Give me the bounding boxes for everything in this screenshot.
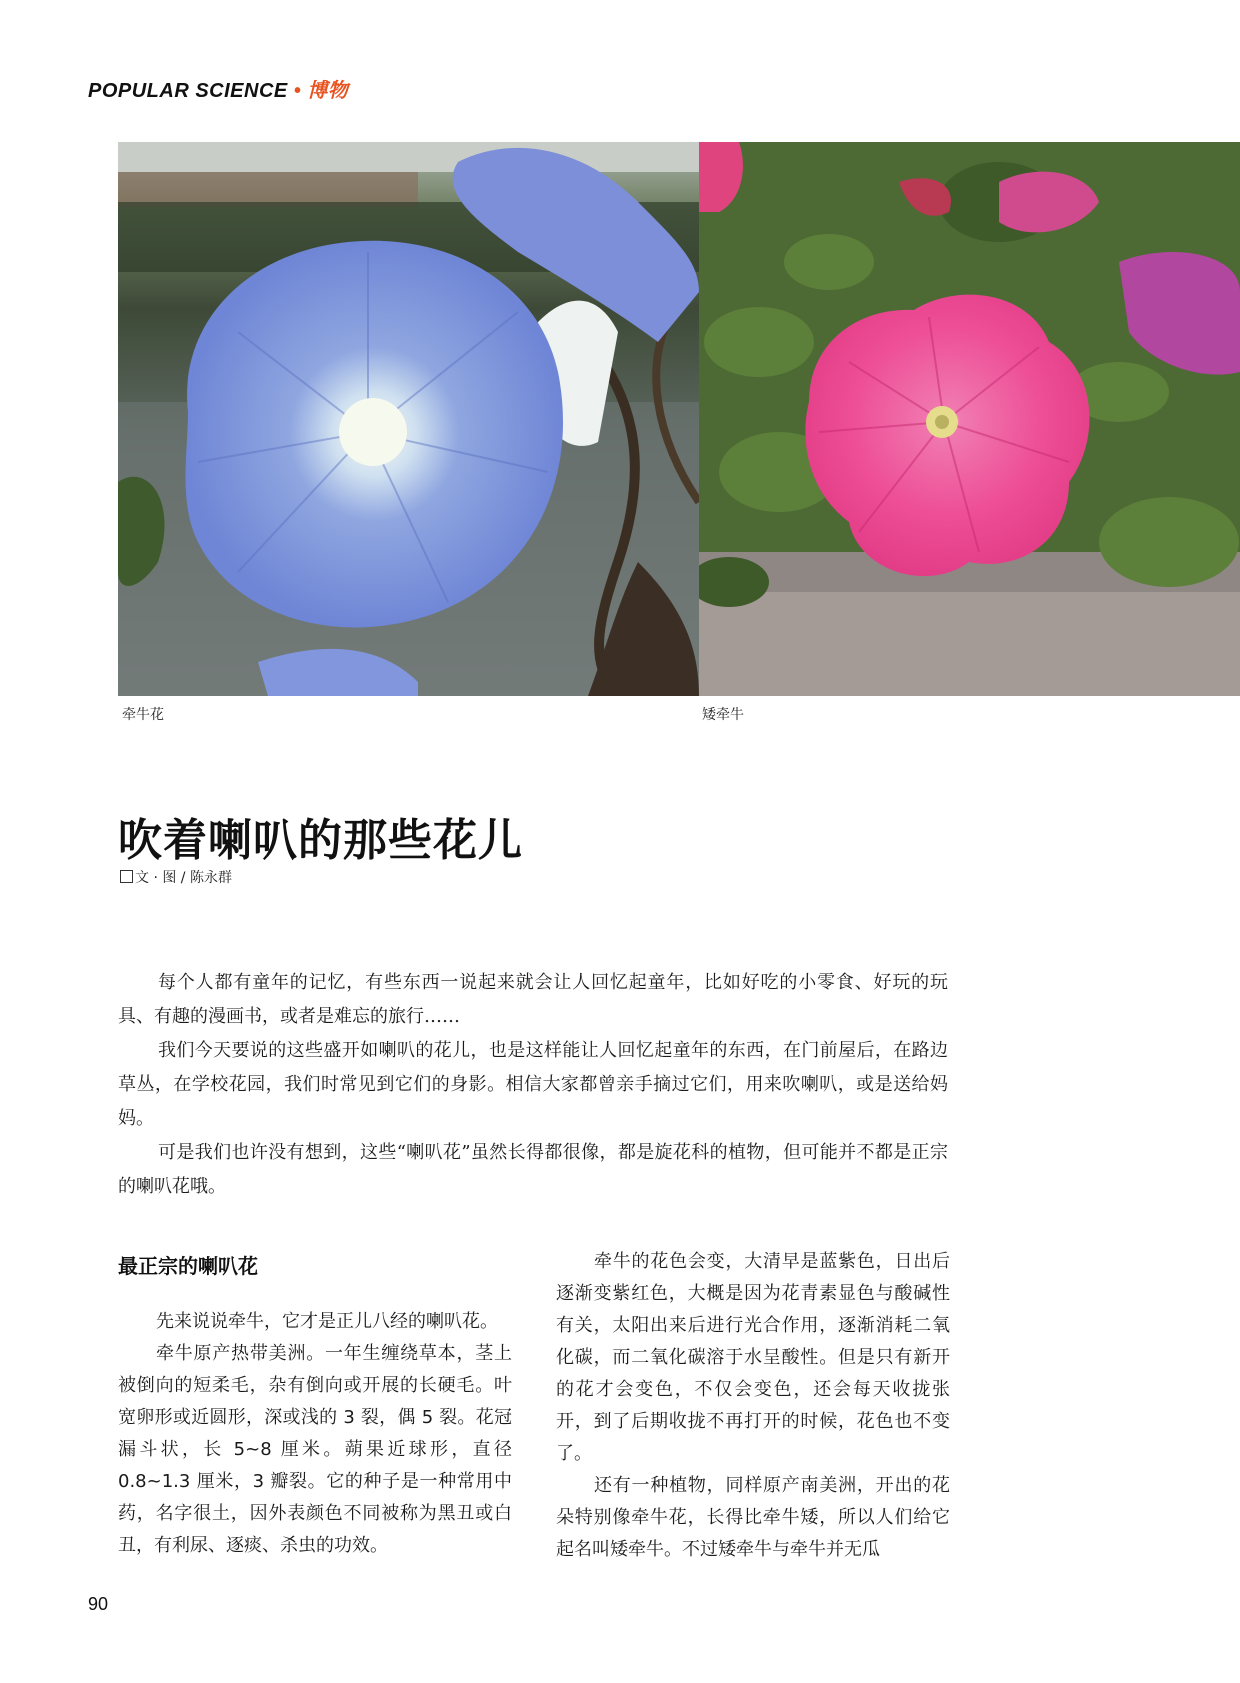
section-name: 博物	[307, 78, 349, 102]
page-number: 90	[88, 1594, 109, 1614]
petunia-illustration	[699, 142, 1240, 696]
body-column-left	[118, 1306, 512, 1562]
intro-paragraph: 每个人都有童年的记忆，有些东西一说起来就会让人回忆起童年，比如好吃的小零食、好玩的玩具、有趣的漫画书，或者是难忘的旅行……	[118, 972, 948, 1027]
article-intro	[118, 966, 948, 1204]
intro-paragraph: 我们今天要说的这些盛开如喇叭的花儿，也是这样能让人回忆起童年的东西，在门前屋后，在路边草丛，在学校花园，我们时常见到它们的身影。相信大家都曾亲手摘过它们，用来吹喇叭，或是送给妈妈。	[118, 1040, 948, 1129]
byline-text: 文 · 图 / 陈永群	[135, 870, 232, 886]
photo-caption-right: 矮牵牛	[702, 707, 744, 723]
body-paragraph: 还有一种植物，同样原产南美洲，开出的花朵特别像牵牛花，长得比牵牛矮，所以人们给它起名叫矮牵牛。不过矮牵牛与牵牛并无瓜	[556, 1475, 950, 1560]
petunia-photo	[699, 142, 1240, 696]
body-paragraph: 牵牛原产热带美洲。一年生缠绕草本，茎上被倒向的短柔毛，杂有倒向或开展的长硬毛。叶宽卵形或近圆形，深或浅的 3 裂，偶 5 裂。花冠漏斗状，长 5~8 厘米。蒴果近球形，直径 0.8~1.3 厘米，3 瓣裂。它的种子是一种常用中药，名字很土，因外表颜色不同被称为黑丑或白丑，有利尿、逐痰、杀虫的功效。	[118, 1343, 512, 1556]
running-header	[88, 74, 348, 103]
morning-glory-illustration	[118, 142, 699, 696]
byline-box-icon	[120, 870, 133, 883]
article-title: 吹着喇叭的那些花儿	[118, 815, 523, 866]
body-paragraph: 先来说说牵牛，它才是正儿八经的喇叭花。	[156, 1311, 498, 1332]
header-separator: •	[293, 80, 302, 102]
body-paragraph: 牵牛的花色会变，大清早是蓝紫色，日出后逐渐变紫红色，大概是因为花青素显色与酸碱性有关，太阳出来后进行光合作用，逐渐消耗二氧化碳，而二氧化碳溶于水呈酸性。但是只有新开的花才会变色，不仅会变色，还会每天收拢张开，到了后期收拢不再打开的时候，花色也不变了。	[556, 1251, 950, 1464]
photo-caption-left: 牵牛花	[122, 707, 164, 723]
intro-paragraph: 可是我们也许没有想到，这些“喇叭花”虽然长得都很像，都是旋花科的植物，但可能并不都是正宗的喇叭花哦。	[118, 1142, 948, 1197]
section-heading: 最正宗的喇叭花	[118, 1254, 258, 1278]
byline	[120, 867, 232, 887]
morning-glory-photo	[118, 142, 699, 696]
body-column-right	[556, 1246, 950, 1566]
series-title: POPULAR SCIENCE	[88, 80, 288, 102]
